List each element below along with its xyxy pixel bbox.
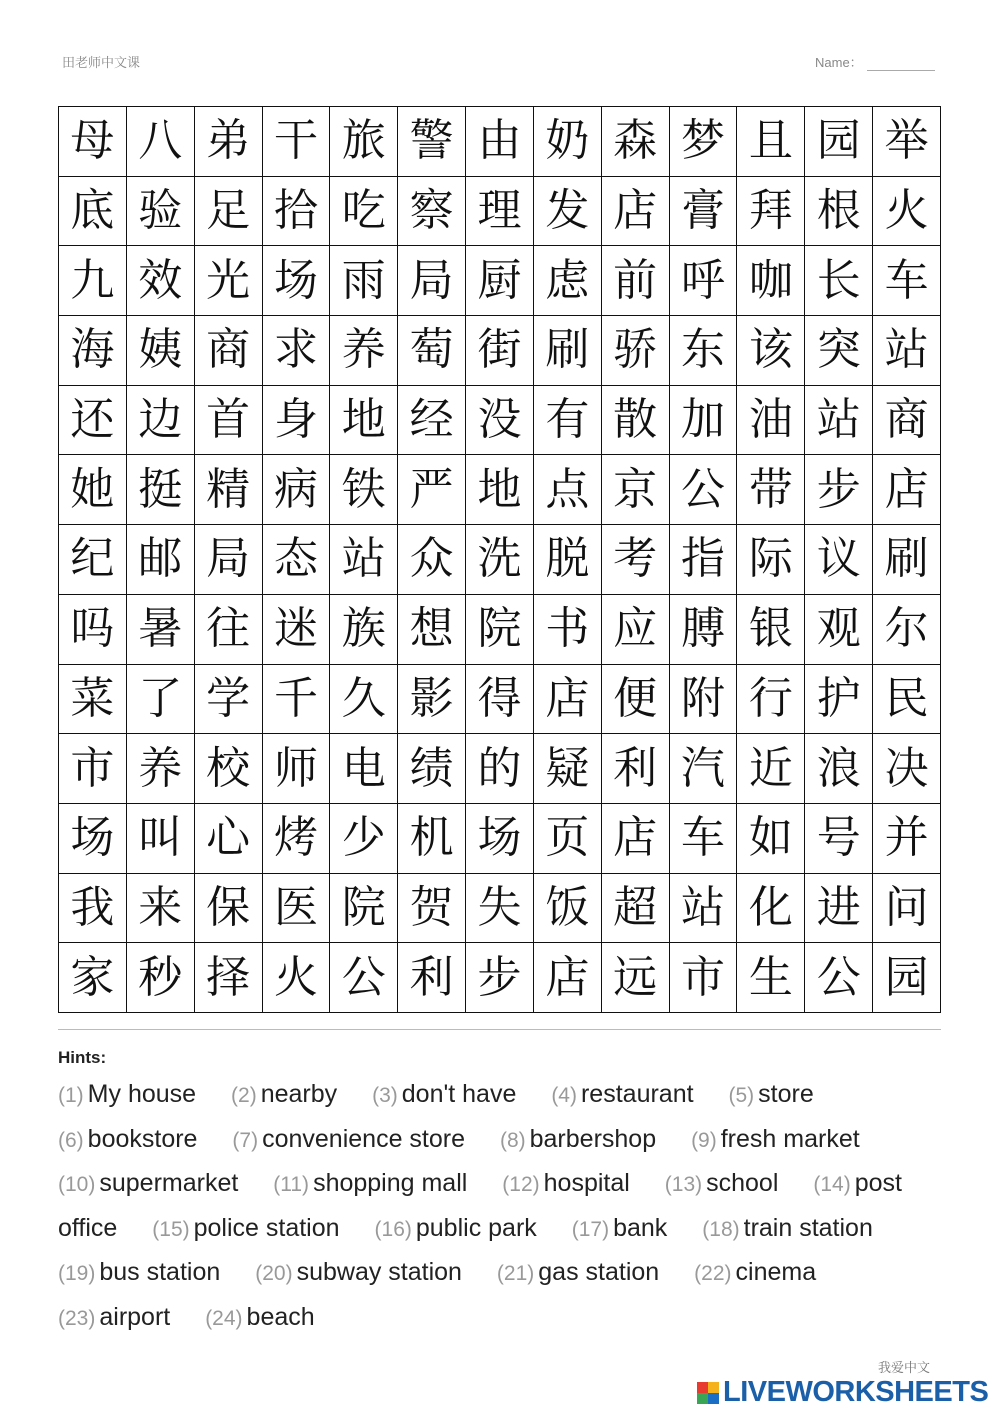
grid-cell[interactable]: 步 xyxy=(805,455,873,525)
grid-cell[interactable]: 超 xyxy=(601,873,669,943)
hint-word: police station xyxy=(193,1213,340,1242)
logo-square xyxy=(697,1393,708,1404)
hint-item xyxy=(205,1303,314,1331)
hint-word: subway station xyxy=(296,1258,462,1286)
grid-cell[interactable]: 择 xyxy=(194,943,262,1013)
grid-cell[interactable]: 察 xyxy=(398,176,466,246)
grid-row xyxy=(59,873,941,943)
grid-cell[interactable]: 刷 xyxy=(873,525,941,595)
grid-cell[interactable]: 民 xyxy=(873,664,941,734)
hint-item xyxy=(551,1080,693,1108)
grid-row xyxy=(59,455,941,525)
grid-cell[interactable]: 浪 xyxy=(805,734,873,804)
hint-item xyxy=(665,1169,779,1197)
grid-cell[interactable]: 养 xyxy=(330,316,398,386)
grid-cell[interactable]: 院 xyxy=(466,594,534,664)
grid-cell[interactable]: 校 xyxy=(194,734,262,804)
grid-cell[interactable]: 警 xyxy=(398,107,466,177)
hint-word: barbershop xyxy=(529,1124,657,1153)
grid-cell[interactable]: 八 xyxy=(126,107,194,177)
grid-cell[interactable]: 前 xyxy=(601,246,669,316)
hint-number: (22) xyxy=(694,1262,732,1285)
grid-cell[interactable]: 油 xyxy=(737,385,805,455)
hint-word: shopping mall xyxy=(313,1169,468,1197)
grid-cell[interactable]: 失 xyxy=(466,873,534,943)
grid-cell[interactable]: 散 xyxy=(601,385,669,455)
grid-cell[interactable]: 市 xyxy=(669,943,737,1013)
hint-item xyxy=(502,1169,630,1197)
grid-cell[interactable]: 远 xyxy=(601,943,669,1013)
grid-cell[interactable]: 疑 xyxy=(533,734,601,804)
grid-cell[interactable]: 咖 xyxy=(737,246,805,316)
grid-cell[interactable]: 局 xyxy=(194,525,262,595)
grid-row xyxy=(59,385,941,455)
grid-cell[interactable]: 京 xyxy=(601,455,669,525)
grid-cell[interactable]: 际 xyxy=(737,525,805,595)
hint-item xyxy=(702,1214,873,1242)
grid-cell[interactable]: 影 xyxy=(398,664,466,734)
grid-cell[interactable]: 公 xyxy=(330,943,398,1013)
hint-word: bus station xyxy=(99,1258,221,1286)
grid-cell[interactable]: 菜 xyxy=(59,664,127,734)
hint-item xyxy=(152,1214,339,1242)
grid-cell[interactable]: 森 xyxy=(601,107,669,177)
grid-cell[interactable]: 行 xyxy=(737,664,805,734)
grid-cell[interactable]: 拾 xyxy=(262,176,330,246)
grid-cell[interactable]: 进 xyxy=(805,873,873,943)
grid-cell[interactable]: 众 xyxy=(398,525,466,595)
grid-cell[interactable]: 汽 xyxy=(669,734,737,804)
grid-cell[interactable]: 地 xyxy=(330,385,398,455)
grid-cell[interactable]: 铁 xyxy=(330,455,398,525)
grid-cell[interactable]: 火 xyxy=(873,176,941,246)
hint-number: (24) xyxy=(205,1306,243,1330)
grid-cell[interactable]: 银 xyxy=(737,594,805,664)
grid-cell[interactable]: 师 xyxy=(262,734,330,804)
grid-cell[interactable]: 站 xyxy=(873,316,941,386)
hint-word: public park xyxy=(415,1213,537,1242)
grid-cell[interactable]: 验 xyxy=(126,176,194,246)
grid-cell[interactable]: 病 xyxy=(262,455,330,525)
grid-cell[interactable]: 应 xyxy=(601,594,669,664)
grid-cell[interactable]: 利 xyxy=(601,734,669,804)
grid-cell[interactable]: 我 xyxy=(59,873,127,943)
grid-cell[interactable]: 观 xyxy=(805,594,873,664)
grid-cell[interactable]: 车 xyxy=(873,246,941,316)
hint-item xyxy=(273,1169,467,1197)
grid-cell[interactable]: 得 xyxy=(466,664,534,734)
grid-cell[interactable]: 久 xyxy=(330,664,398,734)
grid-cell[interactable]: 效 xyxy=(126,246,194,316)
hints-list xyxy=(58,1073,918,1340)
hint-number: (14) xyxy=(813,1173,851,1196)
grid-cell[interactable]: 吃 xyxy=(330,176,398,246)
hint-number: (4) xyxy=(551,1084,577,1107)
grid-cell[interactable]: 光 xyxy=(194,246,262,316)
grid-cell[interactable]: 公 xyxy=(805,943,873,1013)
grid-cell[interactable]: 书 xyxy=(533,594,601,664)
grid-cell[interactable]: 奶 xyxy=(533,107,601,177)
hint-item xyxy=(729,1080,814,1108)
grid-cell[interactable]: 站 xyxy=(805,385,873,455)
grid-row xyxy=(59,664,941,734)
grid-cell[interactable]: 母 xyxy=(59,107,127,177)
grid-cell[interactable]: 邮 xyxy=(126,525,194,595)
hint-word: beach xyxy=(246,1302,315,1331)
grid-cell[interactable]: 点 xyxy=(533,455,601,525)
grid-cell[interactable]: 首 xyxy=(194,385,262,455)
grid-cell[interactable]: 车 xyxy=(669,803,737,873)
grid-cell[interactable]: 少 xyxy=(330,803,398,873)
hint-number: (5) xyxy=(728,1084,755,1107)
name-label: Name： xyxy=(815,55,863,70)
grid-cell[interactable]: 来 xyxy=(126,873,194,943)
hint-word: fresh market xyxy=(720,1124,860,1153)
hint-number: (7) xyxy=(232,1128,259,1152)
grid-cell[interactable]: 迷 xyxy=(262,594,330,664)
grid-cell[interactable]: 园 xyxy=(805,107,873,177)
hint-number: (9) xyxy=(691,1128,717,1152)
hint-item xyxy=(232,1125,465,1153)
hint-word: school xyxy=(706,1169,779,1197)
grid-cell[interactable]: 利 xyxy=(398,943,466,1013)
hint-word: airport xyxy=(99,1302,171,1331)
grid-row xyxy=(59,594,941,664)
grid-cell[interactable]: 决 xyxy=(873,734,941,804)
grid-cell[interactable]: 挺 xyxy=(126,455,194,525)
grid-cell[interactable]: 商 xyxy=(873,385,941,455)
grid-cell[interactable]: 带 xyxy=(737,455,805,525)
hints-title: Hints: xyxy=(58,1048,107,1067)
hint-word: train station xyxy=(743,1213,873,1242)
grid-cell[interactable]: 想 xyxy=(398,594,466,664)
grid-cell[interactable]: 脱 xyxy=(533,525,601,595)
grid-cell[interactable]: 雨 xyxy=(330,246,398,316)
liveworksheets-wordmark: LIVEWORKSHEETS xyxy=(723,1376,989,1408)
hint-number: (16) xyxy=(374,1217,412,1241)
grid-cell[interactable]: 学 xyxy=(194,664,262,734)
grid-row xyxy=(59,316,941,386)
hint-word: gas station xyxy=(538,1258,660,1286)
hint-word: post office xyxy=(58,1169,902,1242)
grid-cell[interactable]: 洗 xyxy=(466,525,534,595)
hint-word: cinema xyxy=(735,1258,817,1286)
grid-cell[interactable]: 步 xyxy=(466,943,534,1013)
grid-cell[interactable]: 发 xyxy=(533,176,601,246)
hint-item xyxy=(231,1080,337,1108)
grid-cell[interactable]: 梦 xyxy=(669,107,737,177)
grid-cell[interactable]: 干 xyxy=(262,107,330,177)
hint-item xyxy=(572,1214,668,1242)
grid-cell[interactable]: 还 xyxy=(59,385,127,455)
hint-word: restaurant xyxy=(580,1080,694,1108)
logo-square xyxy=(708,1382,719,1393)
grid-cell[interactable]: 底 xyxy=(59,176,127,246)
logo-square xyxy=(697,1382,708,1393)
grid-cell[interactable]: 近 xyxy=(737,734,805,804)
hint-word: hospital xyxy=(543,1169,630,1197)
grid-cell[interactable]: 精 xyxy=(194,455,262,525)
hint-number: (13) xyxy=(664,1173,703,1196)
grid-cell[interactable]: 经 xyxy=(398,385,466,455)
hint-number: (19) xyxy=(58,1262,96,1285)
grid-cell[interactable]: 边 xyxy=(126,385,194,455)
hint-word: supermarket xyxy=(99,1169,239,1197)
grid-cell[interactable]: 举 xyxy=(873,107,941,177)
hint-number: (20) xyxy=(255,1262,293,1285)
hint-number: (15) xyxy=(152,1217,190,1241)
grid-cell[interactable]: 膊 xyxy=(669,594,737,664)
hint-item xyxy=(58,1125,197,1153)
hint-number: (11) xyxy=(273,1173,310,1196)
grid-row xyxy=(59,525,941,595)
hint-number: (17) xyxy=(571,1217,610,1241)
hint-item xyxy=(58,1303,170,1331)
hint-number: (3) xyxy=(372,1084,398,1107)
hint-number: (21) xyxy=(496,1262,535,1285)
grid-cell[interactable]: 商 xyxy=(194,316,262,386)
grid-cell[interactable]: 萄 xyxy=(398,316,466,386)
hint-item xyxy=(58,1258,220,1286)
hint-number: (18) xyxy=(702,1217,740,1241)
grid-cell[interactable]: 生 xyxy=(737,943,805,1013)
grid-cell[interactable]: 指 xyxy=(669,525,737,595)
grid-cell[interactable]: 场 xyxy=(466,803,534,873)
grid-cell[interactable]: 护 xyxy=(805,664,873,734)
hint-item xyxy=(255,1258,462,1286)
grid-cell[interactable]: 她 xyxy=(59,455,127,525)
grid-cell[interactable]: 站 xyxy=(330,525,398,595)
grid-cell[interactable]: 家 xyxy=(59,943,127,1013)
hint-item xyxy=(691,1125,860,1153)
hint-word: don't have xyxy=(401,1080,517,1108)
grid-cell[interactable]: 公 xyxy=(669,455,737,525)
grid-cell[interactable]: 店 xyxy=(601,176,669,246)
grid-cell[interactable]: 议 xyxy=(805,525,873,595)
grid-cell[interactable]: 求 xyxy=(262,316,330,386)
grid-cell[interactable]: 有 xyxy=(533,385,601,455)
grid-cell[interactable]: 号 xyxy=(805,803,873,873)
grid-cell[interactable]: 往 xyxy=(194,594,262,664)
grid-cell[interactable]: 千 xyxy=(262,664,330,734)
grid-cell[interactable]: 保 xyxy=(194,873,262,943)
grid-cell[interactable]: 根 xyxy=(805,176,873,246)
hint-item xyxy=(500,1125,656,1153)
grid-cell[interactable]: 突 xyxy=(805,316,873,386)
grid-cell[interactable]: 页 xyxy=(533,803,601,873)
grid-cell[interactable]: 局 xyxy=(398,246,466,316)
grid-cell[interactable]: 吗 xyxy=(59,594,127,664)
hint-number: (1) xyxy=(58,1084,84,1107)
grid-cell[interactable]: 暑 xyxy=(126,594,194,664)
grid-cell[interactable]: 电 xyxy=(330,734,398,804)
hint-word: bank xyxy=(613,1213,668,1242)
divider-line xyxy=(58,1029,941,1030)
grid-cell[interactable]: 由 xyxy=(466,107,534,177)
grid-row xyxy=(59,803,941,873)
grid-cell[interactable]: 该 xyxy=(737,316,805,386)
grid-cell[interactable]: 刷 xyxy=(533,316,601,386)
grid-cell[interactable]: 并 xyxy=(873,803,941,873)
hint-word: convenience store xyxy=(262,1124,465,1153)
hint-word: nearby xyxy=(260,1080,338,1108)
character-grid xyxy=(58,106,941,1013)
grid-cell[interactable]: 的 xyxy=(466,734,534,804)
grid-cell[interactable]: 姨 xyxy=(126,316,194,386)
grid-cell[interactable]: 秒 xyxy=(126,943,194,1013)
hint-item xyxy=(58,1080,196,1108)
grid-cell[interactable]: 烤 xyxy=(262,803,330,873)
grid-cell[interactable]: 东 xyxy=(669,316,737,386)
grid-cell[interactable]: 尔 xyxy=(873,594,941,664)
hint-word: store xyxy=(758,1080,814,1108)
grid-cell[interactable]: 绩 xyxy=(398,734,466,804)
grid-cell[interactable]: 店 xyxy=(533,943,601,1013)
grid-cell[interactable]: 加 xyxy=(669,385,737,455)
grid-cell[interactable]: 弟 xyxy=(194,107,262,177)
grid-cell[interactable]: 身 xyxy=(262,385,330,455)
hint-number: (10) xyxy=(58,1173,96,1196)
teacher-course-title: 田老师中文课 xyxy=(62,55,141,70)
footer-chinese-text: 我爱中文 xyxy=(878,1360,931,1375)
logo-square xyxy=(708,1393,719,1404)
grid-cell[interactable]: 问 xyxy=(873,873,941,943)
hint-item xyxy=(375,1214,537,1242)
grid-cell[interactable]: 站 xyxy=(669,873,737,943)
liveworksheets-logo[interactable] xyxy=(697,1376,988,1409)
grid-cell[interactable]: 店 xyxy=(601,803,669,873)
grid-cell[interactable]: 呼 xyxy=(669,246,737,316)
name-field xyxy=(815,52,935,71)
grid-cell[interactable]: 街 xyxy=(466,316,534,386)
grid-cell[interactable]: 膏 xyxy=(669,176,737,246)
grid-cell[interactable]: 如 xyxy=(737,803,805,873)
grid-row xyxy=(59,943,941,1013)
grid-cell[interactable]: 场 xyxy=(59,803,127,873)
grid-cell[interactable]: 且 xyxy=(737,107,805,177)
grid-cell[interactable]: 足 xyxy=(194,176,262,246)
grid-cell[interactable]: 附 xyxy=(669,664,737,734)
grid-cell[interactable]: 骄 xyxy=(601,316,669,386)
grid-cell[interactable]: 拜 xyxy=(737,176,805,246)
grid-cell[interactable]: 园 xyxy=(873,943,941,1013)
grid-cell[interactable]: 态 xyxy=(262,525,330,595)
grid-cell[interactable]: 院 xyxy=(330,873,398,943)
grid-cell[interactable]: 九 xyxy=(59,246,127,316)
grid-row xyxy=(59,246,941,316)
grid-cell[interactable]: 机 xyxy=(398,803,466,873)
grid-cell[interactable]: 饭 xyxy=(533,873,601,943)
grid-cell[interactable]: 店 xyxy=(533,664,601,734)
grid-cell[interactable]: 心 xyxy=(194,803,262,873)
grid-cell[interactable]: 火 xyxy=(262,943,330,1013)
grid-cell[interactable]: 族 xyxy=(330,594,398,664)
name-blank-line[interactable] xyxy=(867,58,935,71)
grid-cell[interactable]: 虑 xyxy=(533,246,601,316)
grid-cell[interactable]: 地 xyxy=(466,455,534,525)
hint-item xyxy=(372,1080,516,1108)
grid-cell[interactable]: 医 xyxy=(262,873,330,943)
grid-cell[interactable]: 纪 xyxy=(59,525,127,595)
grid-cell[interactable]: 贺 xyxy=(398,873,466,943)
hint-number: (23) xyxy=(58,1306,96,1330)
hint-word: bookstore xyxy=(87,1124,198,1153)
grid-cell[interactable]: 市 xyxy=(59,734,127,804)
grid-cell[interactable]: 便 xyxy=(601,664,669,734)
hint-item xyxy=(497,1258,659,1286)
hint-number: (12) xyxy=(502,1173,540,1196)
grid-cell[interactable]: 没 xyxy=(466,385,534,455)
grid-cell[interactable]: 场 xyxy=(262,246,330,316)
hint-number: (8) xyxy=(499,1128,526,1152)
hint-item xyxy=(58,1169,238,1197)
liveworksheets-logo-icon xyxy=(697,1382,719,1404)
grid-cell[interactable]: 严 xyxy=(398,455,466,525)
grid-cell[interactable]: 理 xyxy=(466,176,534,246)
hint-word: My house xyxy=(87,1080,197,1108)
grid-cell[interactable]: 店 xyxy=(873,455,941,525)
grid-cell[interactable]: 化 xyxy=(737,873,805,943)
grid-row xyxy=(59,176,941,246)
grid-row xyxy=(59,734,941,804)
grid-cell[interactable]: 旅 xyxy=(330,107,398,177)
grid-cell[interactable]: 叫 xyxy=(126,803,194,873)
hint-item xyxy=(694,1258,816,1286)
hint-number: (6) xyxy=(58,1128,84,1152)
grid-cell[interactable]: 考 xyxy=(601,525,669,595)
grid-cell[interactable]: 长 xyxy=(805,246,873,316)
grid-cell[interactable]: 了 xyxy=(126,664,194,734)
hint-number: (2) xyxy=(231,1084,257,1107)
grid-cell[interactable]: 养 xyxy=(126,734,194,804)
grid-cell[interactable]: 海 xyxy=(59,316,127,386)
grid-cell[interactable]: 厨 xyxy=(466,246,534,316)
grid-row xyxy=(59,107,941,177)
